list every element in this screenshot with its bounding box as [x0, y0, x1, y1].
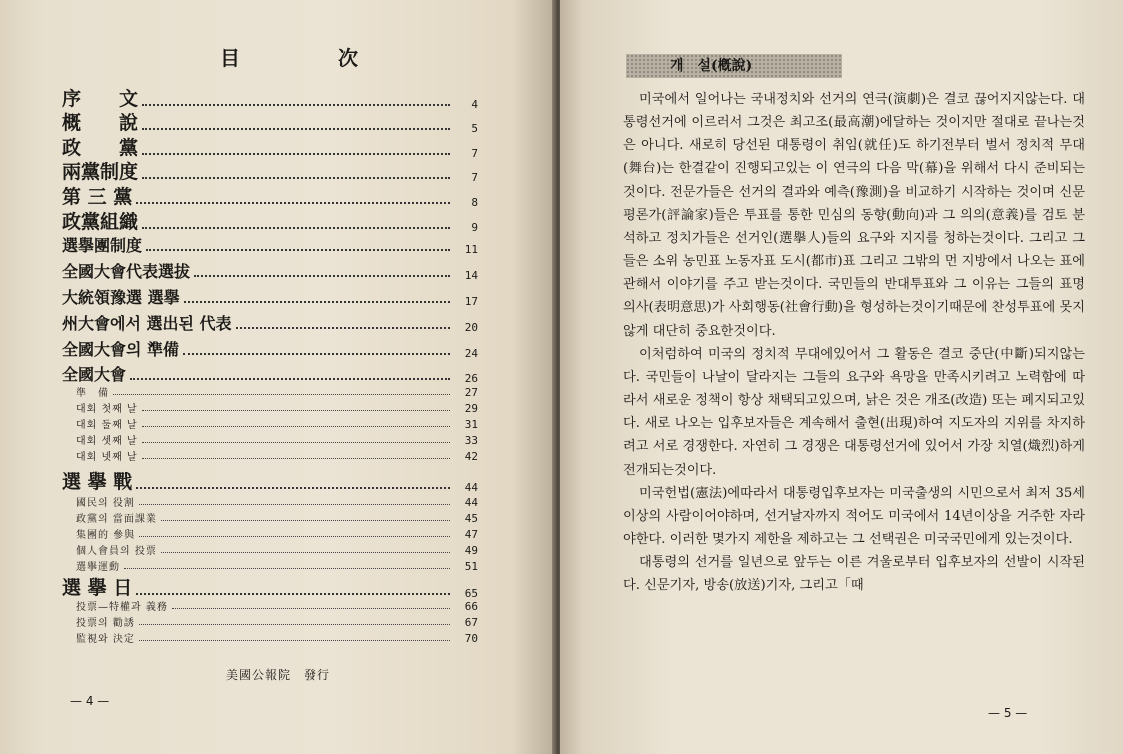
toc-entry: 序 文 4 — [62, 88, 478, 111]
toc-subentry: 대회 셋째 날 33 — [76, 434, 478, 447]
toc-entry: 選 擧 戰 44 — [62, 471, 478, 494]
toc-title — [220, 42, 360, 71]
toc-entry: 全國大會代表選拔 14 — [62, 262, 478, 282]
page-number-left: — 4 — — [70, 694, 110, 708]
paragraph: 대통령의 선거를 일년으로 앞두는 이른 겨울로부터 입후보자의 선발이 시작된다. 신문기자, 방송(放送)기자, 그리고「때 — [623, 555, 1085, 594]
toc-subentry: 準 備 27 — [76, 386, 478, 399]
toc-subentry: 國民의 役割 44 — [76, 496, 478, 509]
toc-subentry: 監視와 決定 70 — [76, 632, 478, 645]
toc-entry: 大統領豫選 選擧 17 — [62, 288, 478, 308]
toc-entry: 政 黨 7 — [62, 137, 478, 160]
toc-title-char-2: 次 — [338, 46, 360, 70]
toc-subentry: 投票—特權과 義務 66 — [76, 600, 478, 613]
toc-subentry: 投票의 勸誘 67 — [76, 616, 478, 629]
toc-entry: 州大會에서 選出된 代表 20 — [62, 314, 478, 334]
toc-subentry: 集團的 參與 47 — [76, 528, 478, 541]
paragraph: 이처럼하여 미국의 정치적 무대에있어서 그 활동은 결코 중단(中斷)되지않는다. 국민들이 나날이 달라지는 그들의 요구와 욕망을 만족시키려고 노력함에 따라서 새로운 정책이 항상 채택되고있으며, 낡은 것은 개조(改造) 또는 폐지되고있다. 새로 나오는 입후보자들은 계속해서 출현(出現)하여 지도자의 지위를 차지하려고 서로 경쟁한다. 자연히 그 경쟁은 대통령선거에 있어서 가장 치열(熾烈)하게 전개되는것이다. — [623, 346, 1085, 478]
left-page — [0, 0, 556, 754]
toc-subentry: 대회 넷째 날 42 — [76, 450, 478, 463]
toc-subentry: 政黨의 當面課業 45 — [76, 512, 478, 525]
toc-title-char-1: 目 — [220, 46, 242, 70]
toc-entry: 兩黨制度 7 — [62, 161, 478, 184]
paragraph: 미국에서 일어나는 국내정치와 선거의 연극(演劇)은 결코 끊어지지않는다. 대통령선거에 이르러서 그것은 최고조(最高潮)에달하는 것이지만 절대로 끝나는것은 아니다. 새로히 당선된 대통령이 취임(就任)도 하기전부터 벌서 정치적 무대(舞台)는 한결같이 진행되고있는 이 연극의 다음 막(幕)을 위해서 다시 준비되는것이다. 전문가들은 선거의 결과와 예측(豫測)을 비교하기 시작하는 것이며 신문평론가(評論家)들은 투표를 통한 민심의 동향(動向)과 그 의의(意義)를 검토 분석하고 정치가들은 선거인(選擧人)들의 요구와 지지를 청하는것이다. 그리고 그들은 소위 농민표 노동자표 도시(都市)표 그리고 그밖의 먼 지방에서 나오는 표에관해서 이야기를 주고 받는것이다. 국민들의 반대투표와 그 이유는 그들의 표명의사(表明意思)가 사회행동(社會行動)을 형성하는것이기때문에 찬성투표에 못지않게 대단히 중요한것이다. — [623, 92, 1085, 339]
section-heading: 개 설(槪說) — [626, 54, 842, 78]
body-text — [623, 88, 1085, 597]
toc-entry: 概 說 5 — [62, 112, 478, 135]
toc-subentry: 選擧運動 51 — [76, 560, 478, 573]
toc-subentry: 대회 둘째 날 31 — [76, 418, 478, 431]
toc-entry: 選擧團制度 11 — [62, 236, 478, 256]
toc-entry: 全國大會의 準備 24 — [62, 340, 478, 360]
toc-entry: 選 擧 日 65 — [62, 577, 478, 600]
paragraph: 미국헌법(憲法)에따라서 대통령입후보자는 미국출생의 시민으로서 최저 35세이상의 사람이어야하며, 선거날자까지 적어도 미국에서 14년이상을 거주한 자라야한다. 이러한 몇가지 제한을 제하고는 그 선택권은 미국국민에게 있는것이다. — [623, 485, 1085, 547]
toc-entry: 第 三 黨 8 — [62, 186, 478, 209]
publisher-line: 美國公報院 發行 — [225, 668, 330, 682]
toc-subentry: 個人會員의 投票 49 — [76, 544, 478, 557]
page-number-right: — 5 — — [988, 706, 1028, 720]
toc-subentry: 대회 첫째 날 29 — [76, 402, 478, 415]
toc-entry: 全國大會 26 — [62, 365, 478, 385]
toc-entry: 政黨組織 9 — [62, 211, 478, 234]
